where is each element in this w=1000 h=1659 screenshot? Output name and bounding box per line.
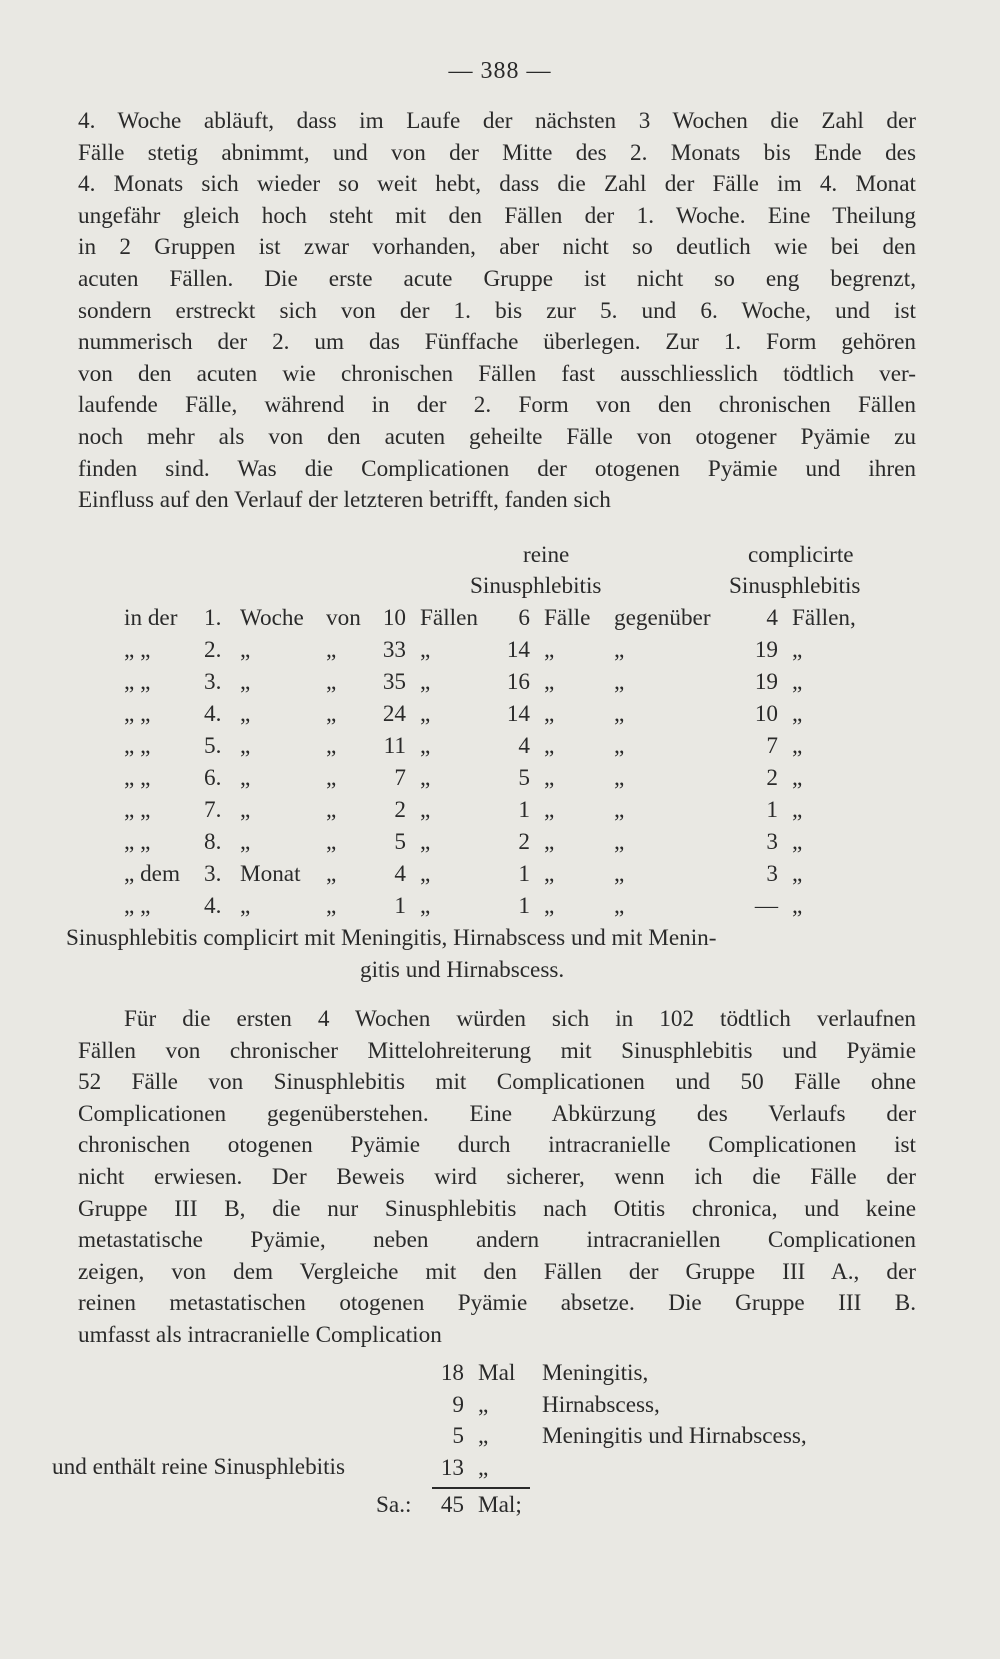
table-cell-e: „ xyxy=(420,637,431,663)
table-cell-c: „ xyxy=(240,893,251,919)
table-cell-b: 4. xyxy=(204,701,222,727)
table-cell-a: „ „ xyxy=(124,829,151,855)
table-cell-d: „ xyxy=(326,797,337,823)
table-cell-b: 3. xyxy=(204,861,222,887)
summary-total-unit: Mal; xyxy=(478,1492,522,1518)
summary-num: 13 xyxy=(440,1454,464,1481)
paragraph-2-line: reinen metastatischen otogenen Pyämie absetze. Die Gruppe III B. xyxy=(78,1290,916,1317)
summary-label: Meningitis, xyxy=(542,1360,649,1386)
table-cell-a: „ dem xyxy=(124,861,181,887)
table-cell-e: „ xyxy=(420,733,431,759)
table-cell-d: „ xyxy=(326,701,337,727)
header-complicirte-1: complicirte xyxy=(748,542,854,568)
table-cell-f: „ xyxy=(544,893,555,919)
summary-label: Meningitis und Hirnabscess, xyxy=(542,1423,807,1449)
table-cell-c: Monat xyxy=(240,861,301,887)
table-cell-b: 6. xyxy=(204,765,222,791)
table-cell-r: 4 xyxy=(518,733,530,759)
paragraph-1-line: 4. Monats sich wieder so weit hebt, dass die Zahl der Fälle im 4. Monat xyxy=(78,171,916,198)
table-cell-c: „ xyxy=(240,797,251,823)
table-cell-e: „ xyxy=(420,861,431,887)
table-cell-n: 35 xyxy=(382,669,406,695)
paragraph-1-line: Fälle stetig abnimmt, und von der Mitte des 2. Monats bis Ende des xyxy=(78,139,916,166)
table-cell-d: „ xyxy=(326,861,337,887)
table-cell-n: 33 xyxy=(382,637,406,663)
paragraph-2-line: chronischen otogenen Pyämie durch intracranielle Complicationen ist xyxy=(78,1132,916,1159)
paragraph-2-line: Fällen von chronischer Mittelohreiterung mit Sinusphlebitis und Pyämie xyxy=(78,1037,916,1064)
table-cell-h: „ xyxy=(792,669,803,695)
table-cell-h: „ xyxy=(792,861,803,887)
table-cell-n: 4 xyxy=(394,861,406,887)
table-cell-b: 1. xyxy=(204,605,222,631)
table-cell-r: 1 xyxy=(518,797,530,823)
table-cell-d: „ xyxy=(326,765,337,791)
table-cell-h: „ xyxy=(792,893,803,919)
table-cell-k: — xyxy=(754,893,778,919)
table-cell-k: 1 xyxy=(766,797,778,823)
paragraph-1-line: laufende Fälle, während in der 2. Form von den chronischen Fällen xyxy=(78,392,916,419)
table-cell-f: „ xyxy=(544,797,555,823)
table-cell-k: 3 xyxy=(766,861,778,887)
table-cell-a: „ „ xyxy=(124,733,151,759)
table-cell-a: „ „ xyxy=(124,637,151,663)
paragraph-2-line: Für die ersten 4 Wochen würden sich in 102 tödtlich verlaufnen xyxy=(124,1006,916,1032)
header-reine-1: reine xyxy=(523,542,570,568)
table-cell-c: Woche xyxy=(240,605,304,631)
table-cell-h: „ xyxy=(792,797,803,823)
summary-unit: Mal xyxy=(478,1360,516,1386)
table-cell-k: 2 xyxy=(766,765,778,791)
paragraph-1-line: noch mehr als von den acuten geheilte Fälle von otogener Pyämie zu xyxy=(78,423,916,450)
table-cell-f: „ xyxy=(544,765,555,791)
table-cell-h: „ xyxy=(792,701,803,727)
table-cell-f: „ xyxy=(544,701,555,727)
table-cell-b: 5. xyxy=(204,733,222,759)
table-cell-h: „ xyxy=(792,733,803,759)
paragraph-1-line: sondern erstreckt sich von der 1. bis zur 5. und 6. Woche, und ist xyxy=(78,297,916,324)
table-cell-g: „ xyxy=(614,765,625,791)
paragraph-1-line: nummerisch der 2. um das Fünffache überlegen. Zur 1. Form gehören xyxy=(78,329,916,356)
table-cell-b: 2. xyxy=(204,637,222,663)
table-cell-c: „ xyxy=(240,733,251,759)
table-cell-a: „ „ xyxy=(124,893,151,919)
table-cell-r: 5 xyxy=(518,765,530,791)
table-cell-k: 19 xyxy=(754,669,778,695)
paragraph-1-line: in 2 Gruppen ist zwar vorhanden, aber nicht so deutlich wie bei den xyxy=(78,234,916,261)
table-cell-b: 7. xyxy=(204,797,222,823)
table-cell-k: 7 xyxy=(766,733,778,759)
table-cell-e: „ xyxy=(420,701,431,727)
table-cell-c: „ xyxy=(240,637,251,663)
table-cell-c: „ xyxy=(240,669,251,695)
sum-rule xyxy=(432,1487,530,1489)
summary-total-label: Sa.: xyxy=(376,1492,412,1518)
table-cell-r: 14 xyxy=(506,701,530,727)
paragraph-1-line: von den acuten wie chronischen Fällen fast ausschliesslich tödtlich ver- xyxy=(78,360,916,387)
header-complicirte-2: Sinusphlebitis xyxy=(729,573,861,599)
table-cell-g: gegenüber xyxy=(614,605,711,631)
summary-label: Hirnabscess, xyxy=(542,1391,660,1418)
table-cell-b: 4. xyxy=(204,893,222,919)
summary-num: 9 xyxy=(452,1391,464,1418)
paragraph-2 xyxy=(78,1004,916,1352)
table-cell-n: 24 xyxy=(382,701,406,727)
table-cell-e: „ xyxy=(420,829,431,855)
paragraph-2-line: metastatische Pyämie, neben andern intracraniellen Complicationen xyxy=(78,1227,916,1254)
table-cell-g: „ xyxy=(614,797,625,823)
table-cell-d: „ xyxy=(326,637,337,663)
table-cell-c: „ xyxy=(240,701,251,727)
table-cell-r: 1 xyxy=(518,861,530,887)
table-cell-g: „ xyxy=(614,701,625,727)
summary-unit: „ xyxy=(478,1391,489,1418)
table-cell-d: „ xyxy=(326,829,337,855)
summary-num: 18 xyxy=(440,1360,464,1386)
table-cell-h: Fällen, xyxy=(792,605,856,631)
table-cell-n: 2 xyxy=(394,797,406,823)
table-cell-n: 7 xyxy=(394,765,406,791)
summary-lead-text: und enthält reine Sinusphlebitis xyxy=(52,1454,346,1480)
table-cell-d: „ xyxy=(326,669,337,695)
table-cell-k: 10 xyxy=(754,701,778,727)
page-number: — 388 — xyxy=(448,58,552,84)
table-cell-a: „ „ xyxy=(124,765,151,791)
table-cell-n: 1 xyxy=(394,893,406,919)
table-cell-g: „ xyxy=(614,637,625,663)
table-cell-a: „ „ xyxy=(124,701,151,727)
table-cell-f: Fälle xyxy=(544,605,591,631)
paragraph-2-line: nicht erwiesen. Der Beweis wird sicherer, wenn ich die Fälle der xyxy=(78,1163,916,1190)
table-cell-h: „ xyxy=(792,637,803,663)
table-footnote-line-2: gitis und Hirnabscess. xyxy=(360,957,565,983)
table-cell-d: von xyxy=(326,605,361,631)
table-cell-f: „ xyxy=(544,861,555,887)
table-cell-e: Fällen xyxy=(420,605,478,631)
summary-total-number: 45 xyxy=(440,1492,464,1518)
paragraph-1-line: acuten Fällen. Die erste acute Gruppe ist nicht so eng begrenzt, xyxy=(78,265,916,292)
table-cell-e: „ xyxy=(420,765,431,791)
table-cell-b: 8. xyxy=(204,829,222,855)
table-cell-c: „ xyxy=(240,765,251,791)
table-cell-g: „ xyxy=(614,861,625,887)
table-cell-h: „ xyxy=(792,829,803,855)
table-cell-d: „ xyxy=(326,893,337,919)
table-cell-d: „ xyxy=(326,733,337,759)
table-cell-r: 14 xyxy=(506,637,530,663)
table-cell-e: „ xyxy=(420,797,431,823)
paragraph-2-line: Complicationen gegenüberstehen. Eine Abkürzung des Verlaufs der xyxy=(78,1100,916,1127)
summary-unit: „ xyxy=(478,1454,489,1481)
table-cell-g: „ xyxy=(614,893,625,919)
paragraph-1-line: Einfluss auf den Verlauf der letzteren betrifft, fanden sich xyxy=(78,487,611,514)
table-cell-e: „ xyxy=(420,893,431,919)
table-cell-n: 10 xyxy=(382,605,406,631)
table-cell-k: 3 xyxy=(766,829,778,855)
table-cell-f: „ xyxy=(544,829,555,855)
table-cell-f: „ xyxy=(544,733,555,759)
paragraph-1-line: ungefähr gleich hoch steht mit den Fällen der 1. Woche. Eine Theilung xyxy=(78,202,916,229)
paragraph-2-line: Gruppe III B, die nur Sinusphlebitis nach Otitis chronica, und keine xyxy=(78,1195,916,1222)
table-cell-f: „ xyxy=(544,669,555,695)
table-cell-r: 2 xyxy=(518,829,530,855)
header-reine-2: Sinusphlebitis xyxy=(470,573,602,599)
table-cell-a: „ „ xyxy=(124,797,151,823)
table-cell-n: 11 xyxy=(383,733,406,759)
table-cell-g: „ xyxy=(614,669,625,695)
summary-num: 5 xyxy=(452,1423,464,1449)
table-cell-r: 6 xyxy=(518,605,530,631)
table-cell-g: „ xyxy=(614,829,625,855)
paragraph-2-line: zeigen, von dem Vergleiche mit den Fällen der Gruppe III A., der xyxy=(78,1258,916,1285)
table-cell-k: 19 xyxy=(754,637,778,663)
table-cell-a: in der xyxy=(124,605,178,631)
table-cell-n: 5 xyxy=(394,829,406,855)
table-cell-r: 1 xyxy=(518,893,530,919)
table-cell-f: „ xyxy=(544,637,555,663)
paragraph-2-line: umfasst als intracranielle Complication xyxy=(78,1321,442,1348)
table-cell-k: 4 xyxy=(766,605,778,631)
table-cell-c: „ xyxy=(240,829,251,855)
table-cell-b: 3. xyxy=(204,669,222,695)
paragraph-1 xyxy=(78,106,916,517)
summary-unit: „ xyxy=(478,1423,489,1449)
table-cell-r: 16 xyxy=(506,669,530,695)
paragraph-1-line: finden sind. Was die Complicationen der otogenen Pyämie und ihren xyxy=(78,455,916,482)
table-footnote-line-1: Sinusphlebitis complicirt mit Meningitis, Hirnabscess und mit Menin- xyxy=(66,925,717,951)
table-cell-h: „ xyxy=(792,765,803,791)
table-cell-e: „ xyxy=(420,669,431,695)
table-cell-a: „ „ xyxy=(124,669,151,695)
table-cell-g: „ xyxy=(614,733,625,759)
paragraph-1-line: 4. Woche abläuft, dass im Laufe der nächsten 3 Wochen die Zahl der xyxy=(78,108,916,134)
paragraph-2-line: 52 Fälle von Sinusphlebitis mit Complicationen und 50 Fälle ohne xyxy=(78,1069,916,1096)
